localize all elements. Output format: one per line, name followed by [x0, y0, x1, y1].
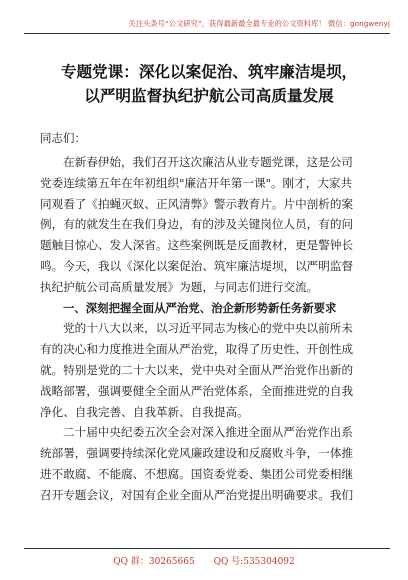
paragraph-line: 党的十八大以来，以习近平同志为核心的党中央以前所未 — [63, 321, 353, 336]
paragraph-line: 统部署，强调要持续深化党风廉政建设和反腐败斗争，一体推 — [40, 446, 354, 461]
page-footer — [0, 554, 408, 567]
page-header — [24, 0, 390, 34]
salutation: 同志们： — [40, 131, 86, 145]
paragraph-line: 有的决心和力度推进全面从严治党，取得了历史性、开创性成 — [40, 342, 354, 357]
title-line-1: 专题党课：深化以案促治、筑牢廉洁堤坝， — [60, 63, 358, 81]
document-title — [40, 60, 378, 108]
paragraph-line: 二十届中央纪委五次全会对深入推进全面从严治党作出系 — [63, 425, 353, 440]
document-body — [40, 152, 370, 506]
paragraph-line: 党委连续第五年在年初组织"廉洁开年第一课"。刚才，大家共 — [40, 175, 353, 190]
paragraph-line: 召开专题会议，对国有企业全面从严治党提出明确要求。我们 — [40, 487, 354, 502]
footer-qq-number: QQ 号:535304092 — [213, 557, 295, 567]
paragraph-line: 题触目惊心、发人深省。这些案例既是反面教材，更是警钟长 — [40, 238, 354, 253]
title-line-2: 以严明监督执纪护航公司高质量发展 — [84, 87, 334, 105]
header-promo-text: 关注头条号“公文研究”，获得最新最全最专业的公文资料库！ 微信：gongwenyj — [128, 19, 390, 28]
footer-qq-group: QQ 群：30265665 — [113, 557, 195, 567]
paragraph-line: 进不敢腐、不能腐、不想腐。国资委党委、集团公司党委相继 — [40, 466, 354, 481]
paragraph-line: 在新春伊始，我们召开这次廉洁从业专题党课，这是公司 — [63, 155, 353, 169]
paragraph-line: 就。特别是党的二十大以来，党中央对全面从严治党作出新的 — [40, 362, 354, 377]
paragraph-line: 例，有的就发生在我们身边，有的涉及关键岗位人员，有的问 — [40, 217, 354, 232]
paragraph-line: 执纪护航公司高质量发展》为题，与同志们进行交流。 — [40, 279, 319, 294]
paragraph-line: 净化、自我完善、自我革新、自我提高。 — [40, 404, 249, 419]
paragraph-line: 同观看了《拍蝇灭蚁、正风清弊》警示教育片。片中剖析的案 — [40, 196, 354, 211]
paragraph-line: 鸣。今天，我以《深化以案促治、筑牢廉洁堤坝，以严明监督 — [40, 258, 354, 273]
footer-rule — [24, 548, 390, 549]
section-heading: 一、深刻把握全面从严治党、治企新形势新任务新要求 — [63, 300, 337, 315]
paragraph-line: 战略部署，强调要健全全面从严治党体系，全面推进党的自我 — [40, 383, 354, 398]
